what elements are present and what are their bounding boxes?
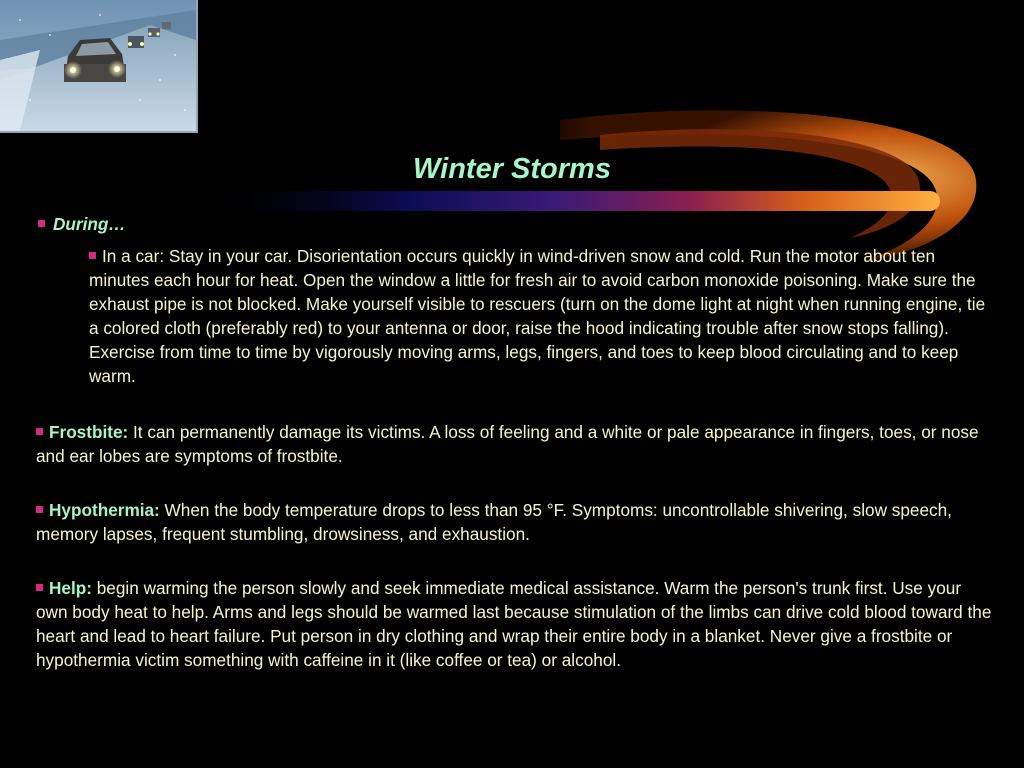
square-bullet-icon: [36, 506, 43, 513]
help-text: begin warming the person slowly and seek immediate medical assistance. Warm the person's trunk first. Use your own body heat to help. Arms and legs should be warmed last because stimulation of the limbs can drive cold blood toward the heart and lead to heart failure. Put person in dry clothing and wrap their entire body in a blanket. Never give a frostbite or hypothermia victim something with caffeine in it (like coffee or tea) or alcohol.: [36, 578, 992, 670]
hypothermia-label: Hypothermia:: [49, 500, 160, 520]
hypothermia-text: When the body temperature drops to less than 95 °F. Symptoms: uncontrollable shivering, slow speech, memory lapses, frequent stumbling, drowsiness, and exhaustion.: [36, 500, 952, 544]
during-heading: During…: [53, 214, 126, 234]
help-item: [36, 576, 994, 672]
in-a-car-text: In a car: Stay in your car. Disorientation occurs quickly in wind-driven snow and cold. Run the motor about ten minutes each hour for heat. Open the window a little for fresh air to avoid carbon monoxide poisoning. Make sure the exhaust pipe is not blocked. Make yourself visible to rescuers (turn on the dome light at night when running engine, tie a colored cloth (preferably red) to your antenna or door, raise the hood indicating trouble after snow stops falling). Exercise from time to time by vigorously moving arms, legs, fingers, and toes to keep blood circulating and to keep warm.: [89, 246, 986, 386]
square-bullet-icon: [36, 584, 43, 591]
square-bullet-icon: [36, 428, 43, 435]
square-bullet-icon: [38, 220, 45, 227]
slide-title: Winter Storms: [413, 153, 611, 185]
help-label: Help:: [49, 578, 92, 598]
hypothermia-item: [36, 498, 994, 546]
frostbite-item: [36, 420, 994, 468]
frostbite-label: Frostbite:: [49, 422, 129, 442]
during-section: [38, 212, 994, 388]
frostbite-text: It can permanently damage its victims. A loss of feeling and a white or pale appearance in fingers, toes, or nose and ear lobes are symptoms of frostbite.: [36, 422, 979, 466]
snowy-road-car-photo: [0, 0, 198, 133]
slide-content: [36, 212, 994, 672]
in-a-car-item: [89, 244, 994, 388]
square-bullet-icon: [89, 252, 96, 259]
